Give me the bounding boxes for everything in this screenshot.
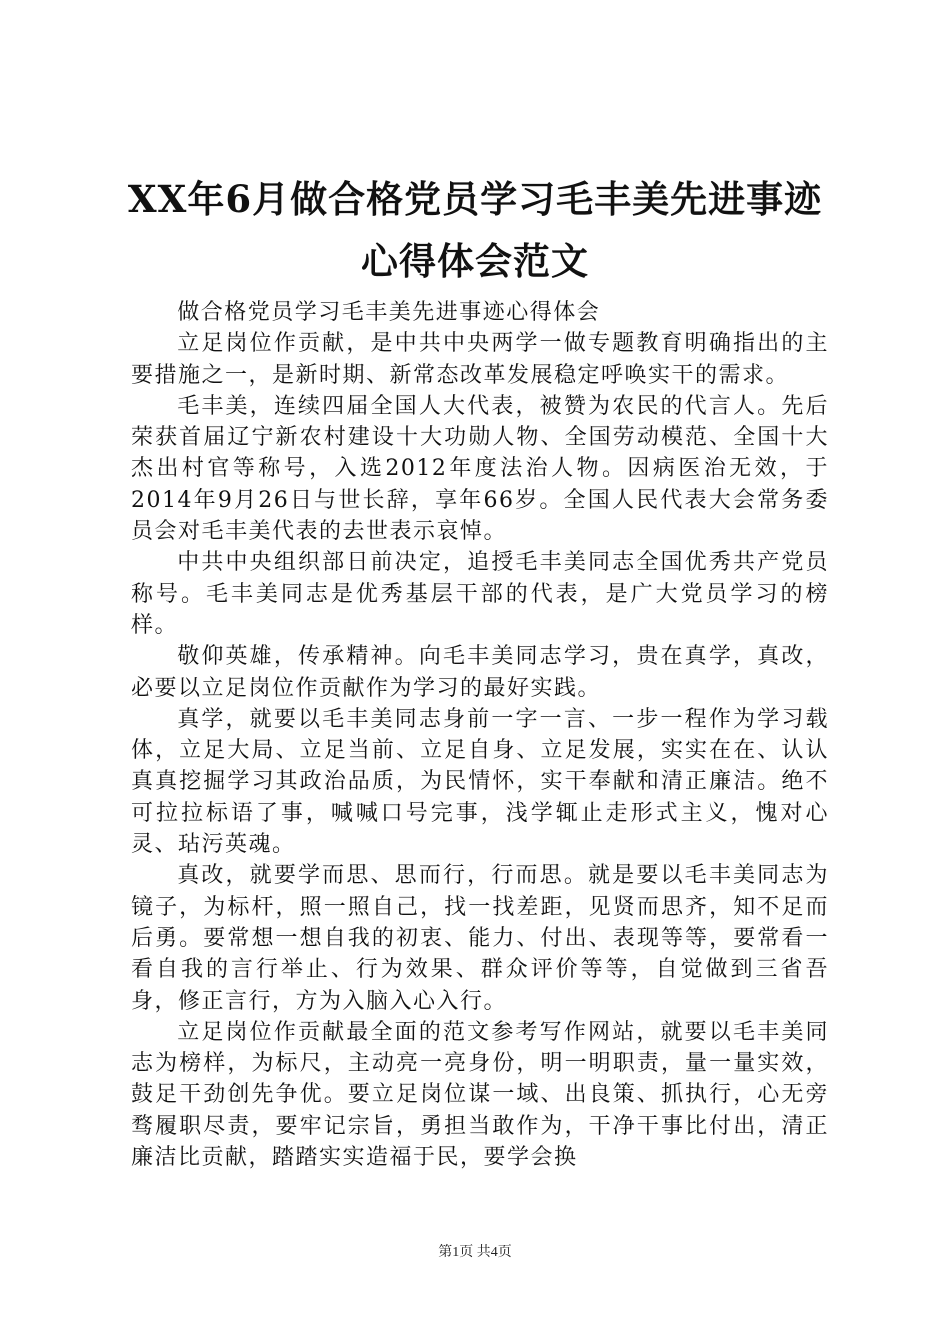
body-paragraph: 中共中央组织部日前决定，追授毛丰美同志全国优秀共产党员称号。毛丰美同志是优秀基层干部的代表，是广大党员学习的榜样。 xyxy=(131,550,829,638)
page-number-footer: 第1页 共4页 xyxy=(438,1245,512,1260)
body-paragraph: 敬仰英雄，传承精神。向毛丰美同志学习，贵在真学，真改，必要以立足岗位作贡献作为学习的最好实践。 xyxy=(131,644,829,701)
body-paragraph: 立足岗位作贡献，是中共中央两学一做专题教育明确指出的主要措施之一，是新时期、新常态改革发展稳定呼唤实干的需求。 xyxy=(131,331,829,388)
document-body xyxy=(131,297,829,1173)
body-paragraph: 真学，就要以毛丰美同志身前一字一言、一步一程作为学习载体，立足大局、立足当前、立足自身、立足发展，实实在在、认认真真挖掘学习其政治品质，为民情怀，实干奉献和清正廉洁。绝不可拉拉标语了事，喊喊口号完事，浅学辄止走形式主义，愧对心灵、玷污英魂。 xyxy=(131,706,829,858)
body-paragraph: 毛丰美，连续四届全国人大代表，被赞为农民的代言人。先后荣获首届辽宁新农村建设十大功勋人物、全国劳动模范、全国十大杰出村官等称号，入选2012年度法治人物。因病医治无效，于2014年9月26日与世长辞，享年66岁。全国人民代表大会常务委员会对毛丰美代表的去世表示哀悼。 xyxy=(131,393,829,545)
document-title: XX年6月做合格党员学习毛丰美先进事迹心得体会范文 xyxy=(127,177,823,283)
body-paragraph: 真改，就要学而思、思而行，行而思。就是要以毛丰美同志为镜子，为标杆，照一照自己，找一找差距，见贤而思齐，知不足而后勇。要常想一想自我的初衷、能力、付出、表现等等，要常看一看自我的言行举止、行为效果、群众评价等等，自觉做到三省吾身，修正言行，方为入脑入心入行。 xyxy=(131,863,829,1014)
body-paragraph: 立足岗位作贡献最全面的范文参考写作网站，就要以毛丰美同志为榜样，为标尺，主动亮一亮身份，明一明职责，量一量实效，鼓足干劲创先争优。要立足岗位谋一域、出良策、抓执行，心无旁骛履职尽责，要牢记宗旨，勇担当敢作为，干净干事比付出，清正廉洁比贡献，踏踏实实造福于民，要学会换 xyxy=(131,1019,829,1171)
body-paragraph: 做合格党员学习毛丰美先进事迹心得体会 xyxy=(177,300,601,325)
